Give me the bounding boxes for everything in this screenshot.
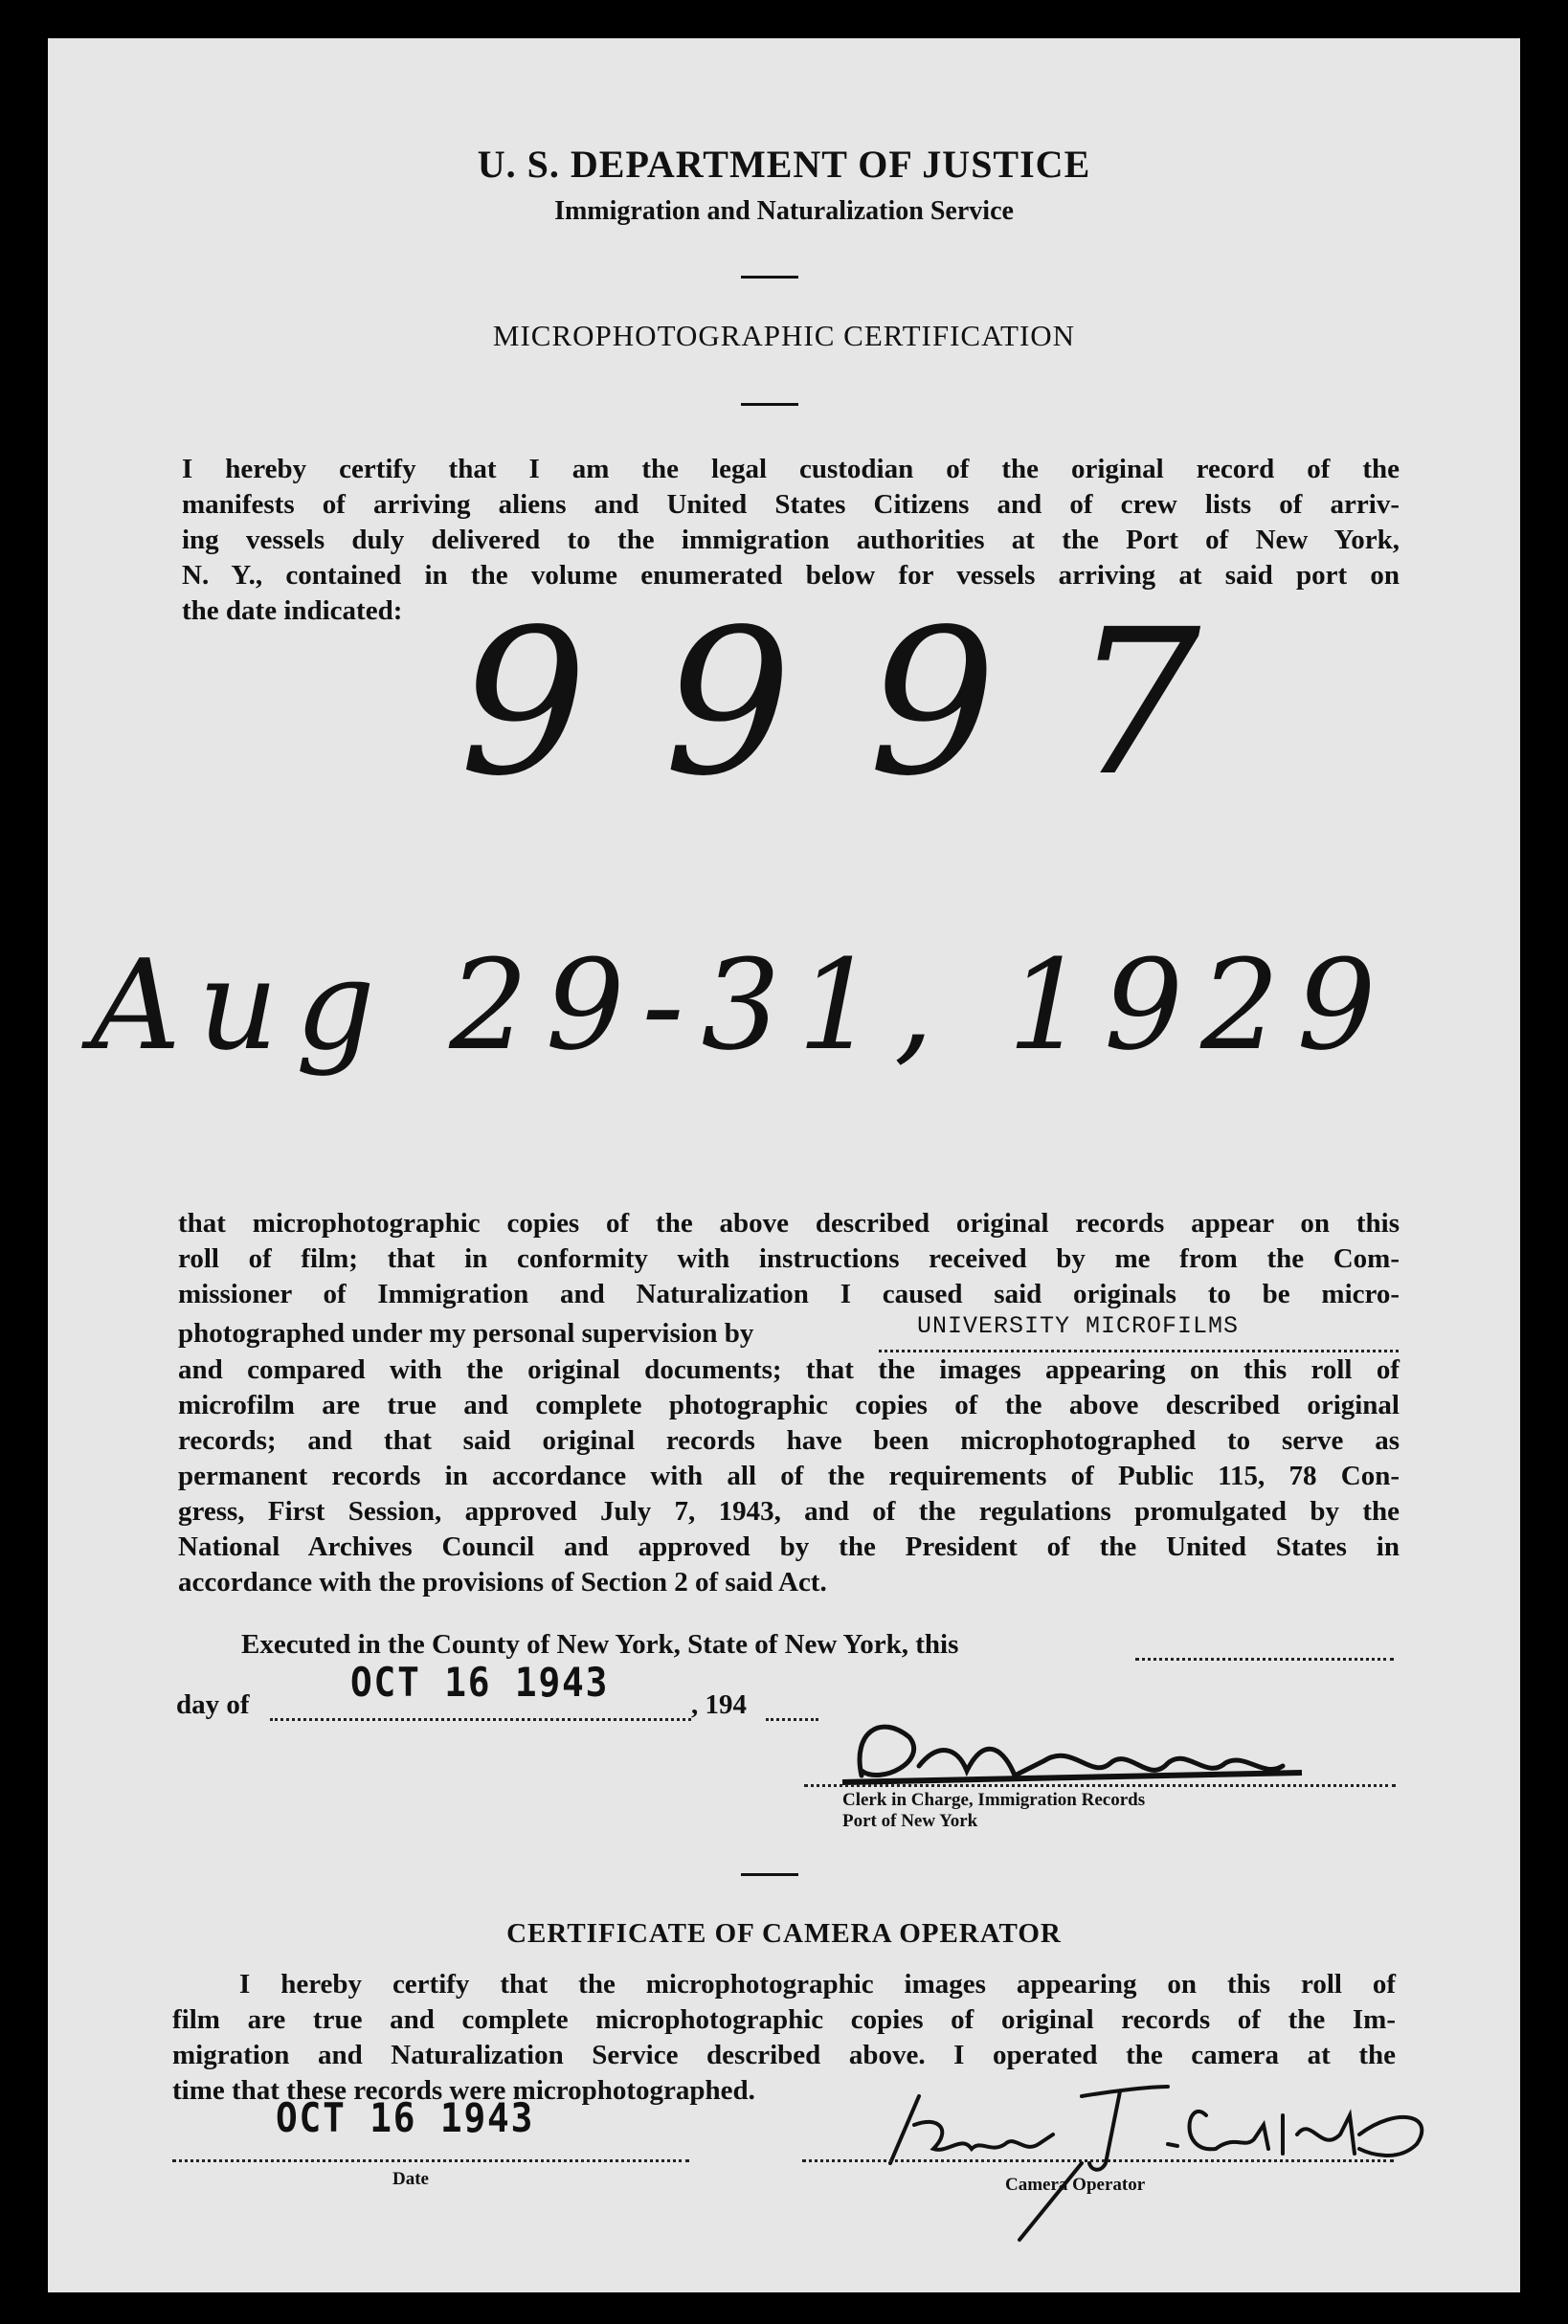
paragraph-line: gress, First Session, approved July 7, 1943, and of the regulations promulgated by the [178, 1496, 1400, 1527]
paragraph-line: migration and Naturalization Service described above. I operated the camera at the [172, 2040, 1396, 2070]
paragraph-line: permanent records in accordance with all of the requirements of Public 115, 78 Con- [178, 1461, 1400, 1491]
date-field [172, 2094, 689, 2162]
paragraph-line: roll of film; that in conformity with instructions received by me from the Com- [178, 1243, 1400, 1274]
date-label: Date [392, 2169, 429, 2189]
photographed-by-field [879, 1312, 1399, 1352]
paragraph-line: manifests of arriving aliens and United States Citizens and of crew lists of arriv- [182, 489, 1400, 520]
service-subheading: Immigration and Naturalization Service [554, 196, 1014, 226]
paragraph-line: time that these records were microphotographed. [172, 2075, 755, 2106]
paragraph-line: I hereby certify that the microphotographic images appearing on this roll of [239, 1969, 1396, 2000]
date-stamp: OCT 16 1943 [350, 1659, 610, 1706]
paragraph-line: that microphotographic copies of the above described original records appear on this [178, 1208, 1400, 1239]
executed-day-field [1135, 1629, 1394, 1661]
document-page [48, 38, 1520, 2292]
day-of-label: day of [176, 1689, 250, 1720]
paragraph-line: and compared with the original documents; that the images appearing on this roll of [178, 1354, 1400, 1385]
divider [741, 403, 798, 406]
clerk-title: Clerk in Charge, Immigration Records [842, 1790, 1146, 1810]
certification-paragraph-3 [178, 1352, 1400, 1600]
executed-text: Executed in the County of New York, State of New York, this [241, 1629, 959, 1660]
paragraph-line: missioner of Immigration and Naturalization I caused said originals to be micro- [178, 1279, 1400, 1309]
camera-operator-signature-line [802, 2131, 1394, 2162]
clerk-signature-line [804, 1757, 1396, 1787]
handwritten-date-range: Aug 29-31, 1929 [91, 932, 1394, 1078]
paragraph-line: the date indicated: [182, 595, 403, 626]
paragraph-line: N. Y., contained in the volume enumerated below for vessels arriving at said port on [182, 560, 1400, 591]
paragraph-line: National Archives Council and approved by the President of the United States in [178, 1531, 1400, 1562]
paragraph-line: I hereby certify that I am the legal custodian of the original record of the [182, 454, 1400, 484]
handwritten-volume-number: 9997 [459, 586, 1278, 820]
year-label: , 194 [691, 1689, 747, 1720]
photographed-by-value: UNIVERSITY MICROFILMS [917, 1312, 1240, 1340]
paragraph-line: ing vessels duly delivered to the immigration authorities at the Port of New York, [182, 525, 1400, 555]
certification-title: MICROPHOTOGRAPHIC CERTIFICATION [492, 319, 1076, 352]
clerk-port: Port of New York [842, 1811, 978, 1831]
department-heading: U. S. DEPARTMENT OF JUSTICE [477, 143, 1091, 186]
day-of-field [270, 1659, 691, 1721]
year-field [766, 1689, 818, 1721]
camera-certificate-title: CERTIFICATE OF CAMERA OPERATOR [506, 1918, 1062, 1949]
divider [741, 276, 798, 279]
paragraph-line: accordance with the provisions of Section 2 of said Act. [178, 1567, 827, 1598]
paragraph-line: film are true and complete microphotographic copies of original records of the Im- [172, 2004, 1396, 2035]
paragraph-line: microfilm are true and complete photographic copies of the above described original [178, 1390, 1400, 1420]
paragraph-line: records; and that said original records have been microphotographed to serve as [178, 1425, 1400, 1456]
camera-date-stamp: OCT 16 1943 [276, 2094, 535, 2141]
divider [741, 1873, 798, 1876]
certification-paragraph-2 [178, 1206, 1400, 1312]
camera-operator-label: Camera Operator [1005, 2175, 1146, 2195]
photographed-by-label: photographed under my personal supervision by [178, 1318, 754, 1349]
